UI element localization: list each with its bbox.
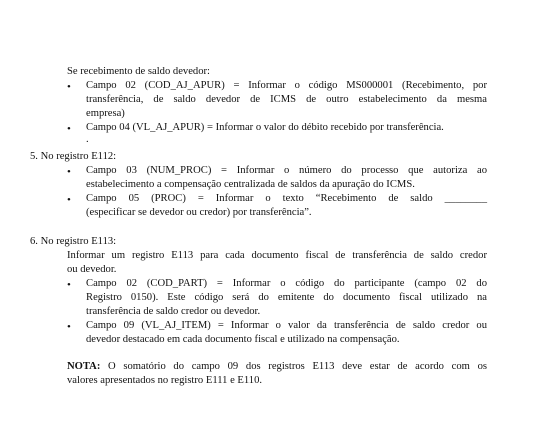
bullet-icon: • <box>67 123 71 135</box>
s6-paragraph-line1: Informar um registro E113 para cada documento fiscal de transferência de saldo credor <box>67 250 487 261</box>
nota-label: NOTA: <box>67 361 101 372</box>
s6-bullet2-line2: devedor destacado em cada documento fiscal e utilizado na compensação. <box>86 334 400 345</box>
s4-bullet1-line2: transferência, de saldo devedor de ICMS de outro estabelecimento da mesma <box>86 94 487 105</box>
s6-bullet1-line3: transferência de saldo credor ou devedor. <box>86 306 261 317</box>
s4-stray-period: . <box>86 134 89 145</box>
bullet-icon: • <box>67 279 71 291</box>
s5-bullet1-line1: Campo 03 (NUM_PROC) = Informar o número do processo que autoriza ao <box>86 165 487 176</box>
nota-line1-text: O somatório do campo 09 dos registros E113 deve estar de acordo com os <box>108 361 487 372</box>
bullet-icon: • <box>67 166 71 178</box>
nota-line2: valores apresentados no registro E111 e E110. <box>67 375 263 386</box>
s6-bullet1-line1: Campo 02 (COD_PART) = Informar o código do participante (campo 02 do <box>86 278 487 289</box>
bullet-icon: • <box>67 194 71 206</box>
s5-bullet2-line2: (especificar se devedor ou credor) por transferência”. <box>86 207 312 218</box>
s4-bullet2-line1: Campo 04 (VL_AJ_APUR) = Informar o valor do débito recebido por transferência. <box>86 122 444 133</box>
s5-heading: 5. No registro E112: <box>30 151 117 162</box>
s4-bullet1-line3: empresa) <box>86 108 125 119</box>
s4-bullet1-line1: Campo 02 (COD_AJ_APUR) = Informar o código MS000001 (Recebimento, por <box>86 80 487 91</box>
s5-bullet1-line2: estabelecimento a compensação centralizada de saldos da apuração do ICMS. <box>86 179 415 190</box>
nota-line1 <box>67 360 487 374</box>
s5-bullet2-line1: Campo 05 (PROC) = Informar o texto “Recebimento de saldo ________ <box>86 193 487 204</box>
s6-paragraph-line2: ou devedor. <box>67 264 117 275</box>
bullet-icon: • <box>67 321 71 333</box>
bullet-icon: • <box>67 81 71 93</box>
s6-bullet2-line1: Campo 09 (VL_AJ_ITEM) = Informar o valor da transferência de saldo credor ou <box>86 320 487 331</box>
s6-bullet1-line2: Registro 0150). Este código será do emitente do documento fiscal utilizado na <box>86 292 487 303</box>
s6-heading: 6. No registro E113: <box>30 236 117 247</box>
s4-intro: Se recebimento de saldo devedor: <box>67 66 210 77</box>
